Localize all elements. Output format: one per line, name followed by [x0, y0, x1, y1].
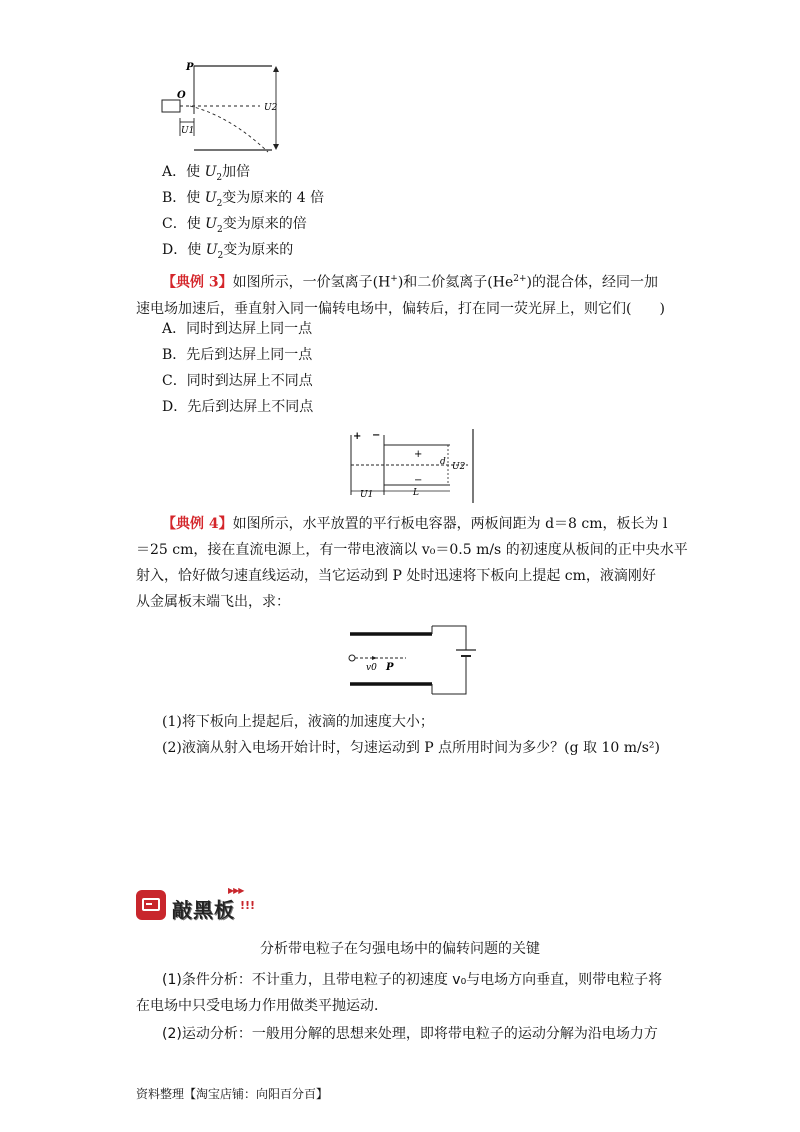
fig1-label-p: P: [186, 62, 194, 73]
fig1-label-u2: U2: [264, 103, 278, 113]
ex3-option-d: D．先后到达屏上不同点: [162, 399, 314, 415]
option-b: B．使 $U_2$变为原来的 4 倍: [162, 190, 325, 209]
badge-arrows-icon: ▶▶▶: [228, 886, 244, 895]
fig2-label-u2: U2: [452, 462, 466, 472]
figure-deflection-1: [160, 58, 290, 158]
example-4-tag: 【典例 4】: [162, 516, 233, 532]
ex3-option-a: A．同时到达屏上同一点: [162, 321, 313, 337]
svg-text:U1: U1: [360, 490, 374, 500]
droplet: [349, 655, 355, 661]
example-4-line1: 【典例 4】如图所示，水平放置的平行板电容器，两板间距为 d＝8 cm，板长为 l: [162, 516, 668, 532]
option-c: C．使 $U_2$变为原来的倍: [162, 216, 307, 235]
fig1-label-o: O: [177, 90, 186, 101]
badge-text: 敲黑板: [172, 898, 235, 922]
svg-text:−: −: [414, 475, 423, 486]
figure-accel-deflect: [340, 425, 490, 507]
badge-exclaim: !!!: [240, 899, 256, 912]
example-4-q2: (2)液滴从射入电场开始计时，匀速运动到 P 点所用时间为多少？(g 取 10 m/s²): [162, 740, 660, 756]
footer-note: 资料整理【淘宝店铺：向阳百分百】: [136, 1087, 329, 1101]
example-4-line4: 从金属板末端飞出，求：: [136, 594, 290, 610]
fig3-label-p: P: [386, 662, 394, 673]
fig1-label-u1: U1: [181, 126, 195, 136]
board-icon: [136, 890, 166, 920]
ex3-option-b: B．先后到达屏上同一点: [162, 347, 313, 363]
summary-p1a: (1)条件分析：不计重力，且带电粒子的初速度 v₀与电场方向垂直，则带电粒子将: [162, 972, 663, 988]
summary-title: 分析带电粒子在匀强电场中的偏转问题的关键: [260, 941, 540, 957]
summary-p1b: 在电场中只受电场力作用做类平抛运动．: [136, 998, 388, 1014]
figure-capacitor: [344, 616, 484, 698]
svg-text:+: +: [414, 449, 423, 460]
example-3-stem: 【典例 3】如图所示，一价氢离子(H+)和二价氦离子$(He^{2+})$的混合体，经同一加速电场加速后，垂直射入同一偏转电场中，偏转后，打在同一荧光屏上，则它们( ): [136, 274, 665, 317]
svg-text:+: +: [353, 431, 362, 442]
example-3-tag: 【典例 3】: [162, 274, 233, 291]
fig3-label-v0: v0: [366, 663, 377, 673]
option-a: A．使 $U_2$加倍: [162, 164, 251, 183]
blackboard-badge: [136, 886, 276, 926]
svg-text:L: L: [413, 488, 419, 498]
trajectory-dashed: [190, 106, 268, 152]
example-4-q1: (1)将下板向上提起后，液滴的加速度大小；: [162, 714, 434, 730]
ex3-option-c: C．同时到达屏上不同点: [162, 373, 313, 389]
example-4-line2: ＝25 cm，接在直流电源上，有一带电液滴以 v₀＝0.5 m/s 的初速度从板间的正中央水平: [136, 542, 688, 558]
summary-p2: (2)运动分析：一般用分解的思想来处理，即将带电粒子的运动分解为沿电场力方: [162, 1026, 658, 1042]
example-4-line3: 射入，恰好做匀速直线运动，当它运动到 P 处时迅速将下板向上提起 cm，液滴刚好: [136, 568, 656, 584]
svg-text:−: −: [372, 430, 381, 441]
option-d: D．使 $U_2$变为原来的: [162, 242, 294, 261]
fig2-label-d: d: [440, 457, 446, 467]
emitter-gun: [162, 100, 180, 112]
